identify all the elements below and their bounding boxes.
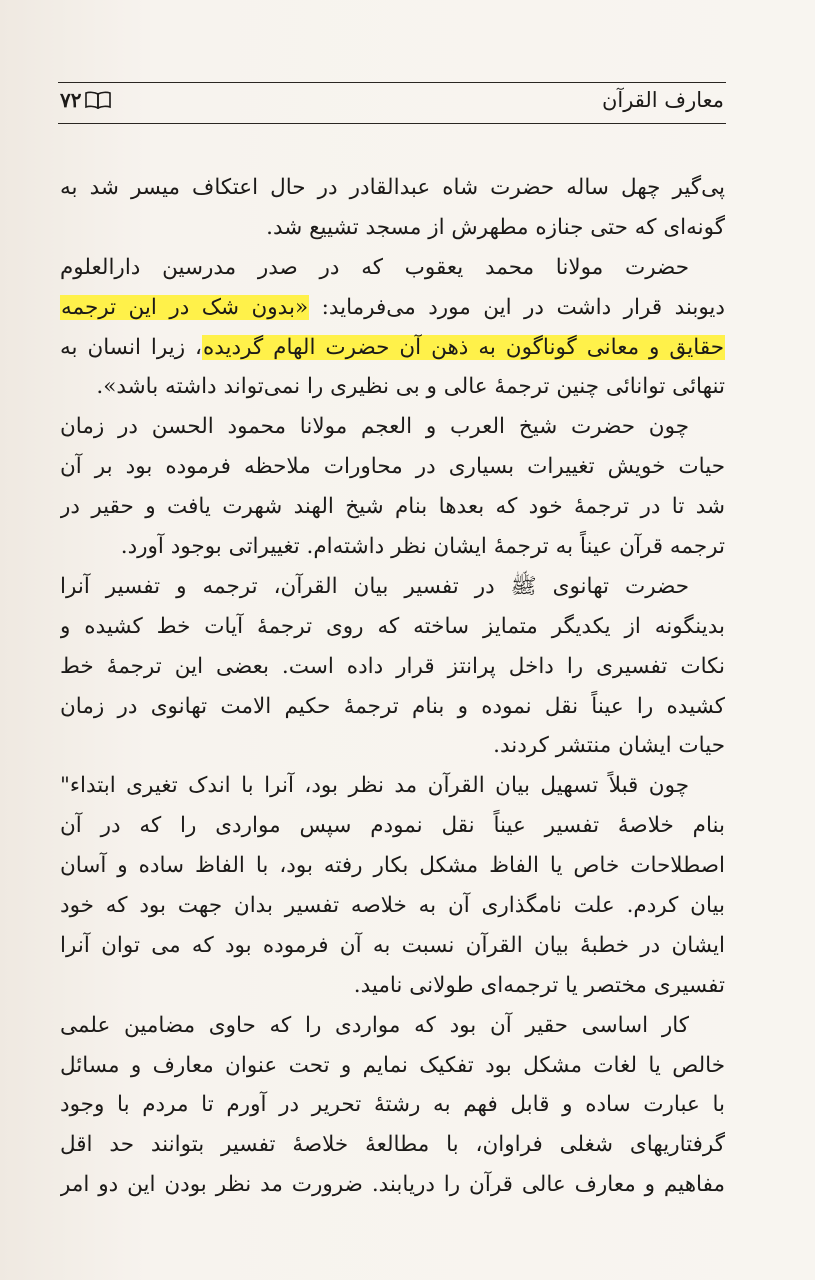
header-title: معارف القرآن [601,88,724,112]
text-line: حیات ایشان منتشر کردند. [493,733,725,759]
text-line: ایشان در خطبهٔ بیان القرآن نسبت به آن فرموده بود که می توان آنرا [60,932,725,958]
text-line: مفاهیم و معارف عالی قرآن را دریابند. ضرورت مد نظر بودن این دو امر [60,1172,725,1198]
text-line: پی‌گیر چهل ساله حضرت شاه عبدالقادر در حال اعتکاف میسر شد به [60,175,725,200]
highlighted-quote-start: «بدون شک در این ترجمه [61,294,309,320]
text-line-with-highlight [60,288,725,328]
line-prefix: دیوبند قرار داشت در این مورد می‌فرماید: [309,294,725,320]
text-line: گرفتاریهای شغلی فراوان، با مطالعهٔ خلاصهٔ تفسیر بتوانند حد اقل [60,1132,725,1158]
paragraph-4 [60,567,725,766]
text-line: خالص یا لغات مشکل بود تفکیک نمایم و تحت عنوان معارف و مسائل [60,1052,725,1078]
text-line: تفسیری مختصر یا ترجمه‌ای طولانی نامید. [353,972,725,998]
page-number-text: ۷۲ [60,88,82,112]
paragraph-1 [60,168,725,248]
paragraph-3 [60,407,725,567]
text-line: کار اساسی حقیر آن بود که مواردی را که حاوی مضامین علمی [60,1012,689,1038]
text-line: با عبارت ساده و قابل فهم به رشتهٔ تحریر در آورم تا مردم با وجود [60,1092,725,1118]
text-line: کشیده را عیناً نقل نموده و بنام ترجمهٔ حکیم الامت تهانوی در زمان [60,693,725,719]
text-line: بیان کردم. علت نامگذاری آن به خلاصه تفسیر بدان جهت بود که خود [60,893,725,919]
text-line: اصطلاحات خاص یا الفاظ مشکل بکار رفته بود، با الفاظ ساده و آسان [60,853,725,879]
running-header [58,82,726,122]
text-line: حضرت تهانوی ﷺ در تفسیر بیان القرآن، ترجمه و تفسیر آنرا [60,573,689,599]
text-line: تنهائی توانائی چنین ترجمهٔ عالی و بی نظیری را نمی‌تواند داشته باشد». [96,374,725,400]
text-line: بنام خلاصهٔ تفسیر عیناً نقل نمودم سپس مواردی را که در آن [60,813,725,839]
paragraph-2 [60,248,725,408]
text-line: گونه‌ای که حتی جنازه مطهرش از مسجد تشییع شد. [266,214,725,240]
paragraph-6 [60,1006,725,1205]
text-line: چون قبلاً تسهیل بیان القرآن مد نظر بود، آنرا با اندک تغیری ابتداء" [60,773,689,799]
text-line: چون حضرت شیخ العرب و العجم مولانا محمود الحسن در زمان [60,414,689,440]
header-top-rule [58,82,726,83]
line-suffix: ، زیرا انسان به [60,334,202,360]
page-number [60,88,111,112]
text-line: حیات خویش تغییرات بسیاری در محاورات ملاحظه فرموده بود بر آن [60,454,725,480]
text-line: حضرت مولانا محمد یعقوب که در صدر مدرسین دارالعلوم [60,254,689,280]
text-line: نکات تفسیری را داخل پرانتز قرار داده است. بعضی این ترجمهٔ خط [60,653,725,679]
open-book-icon [85,91,111,109]
header-bottom-rule [58,123,726,124]
highlighted-quote-end: حقایق و معانی گوناگون به ذهن آن حضرت الهام گردیده [202,334,724,360]
paragraph-5 [60,766,725,1005]
text-line: شد تا در ترجمهٔ خود که بعدها بنام شیخ الهند شهرت یافت و حقیر در [60,494,725,520]
page-body [60,168,725,1205]
text-line: ترجمه قرآن عیناً به ترجمهٔ ایشان نظر داشته‌ام. تغییراتی بوجود آورد. [120,534,725,560]
text-line: بدینگونه از یکدیگر متمایز ساخته که روی ترجمهٔ آیات خط کشیده و [60,613,725,639]
text-line-with-highlight [60,328,725,368]
